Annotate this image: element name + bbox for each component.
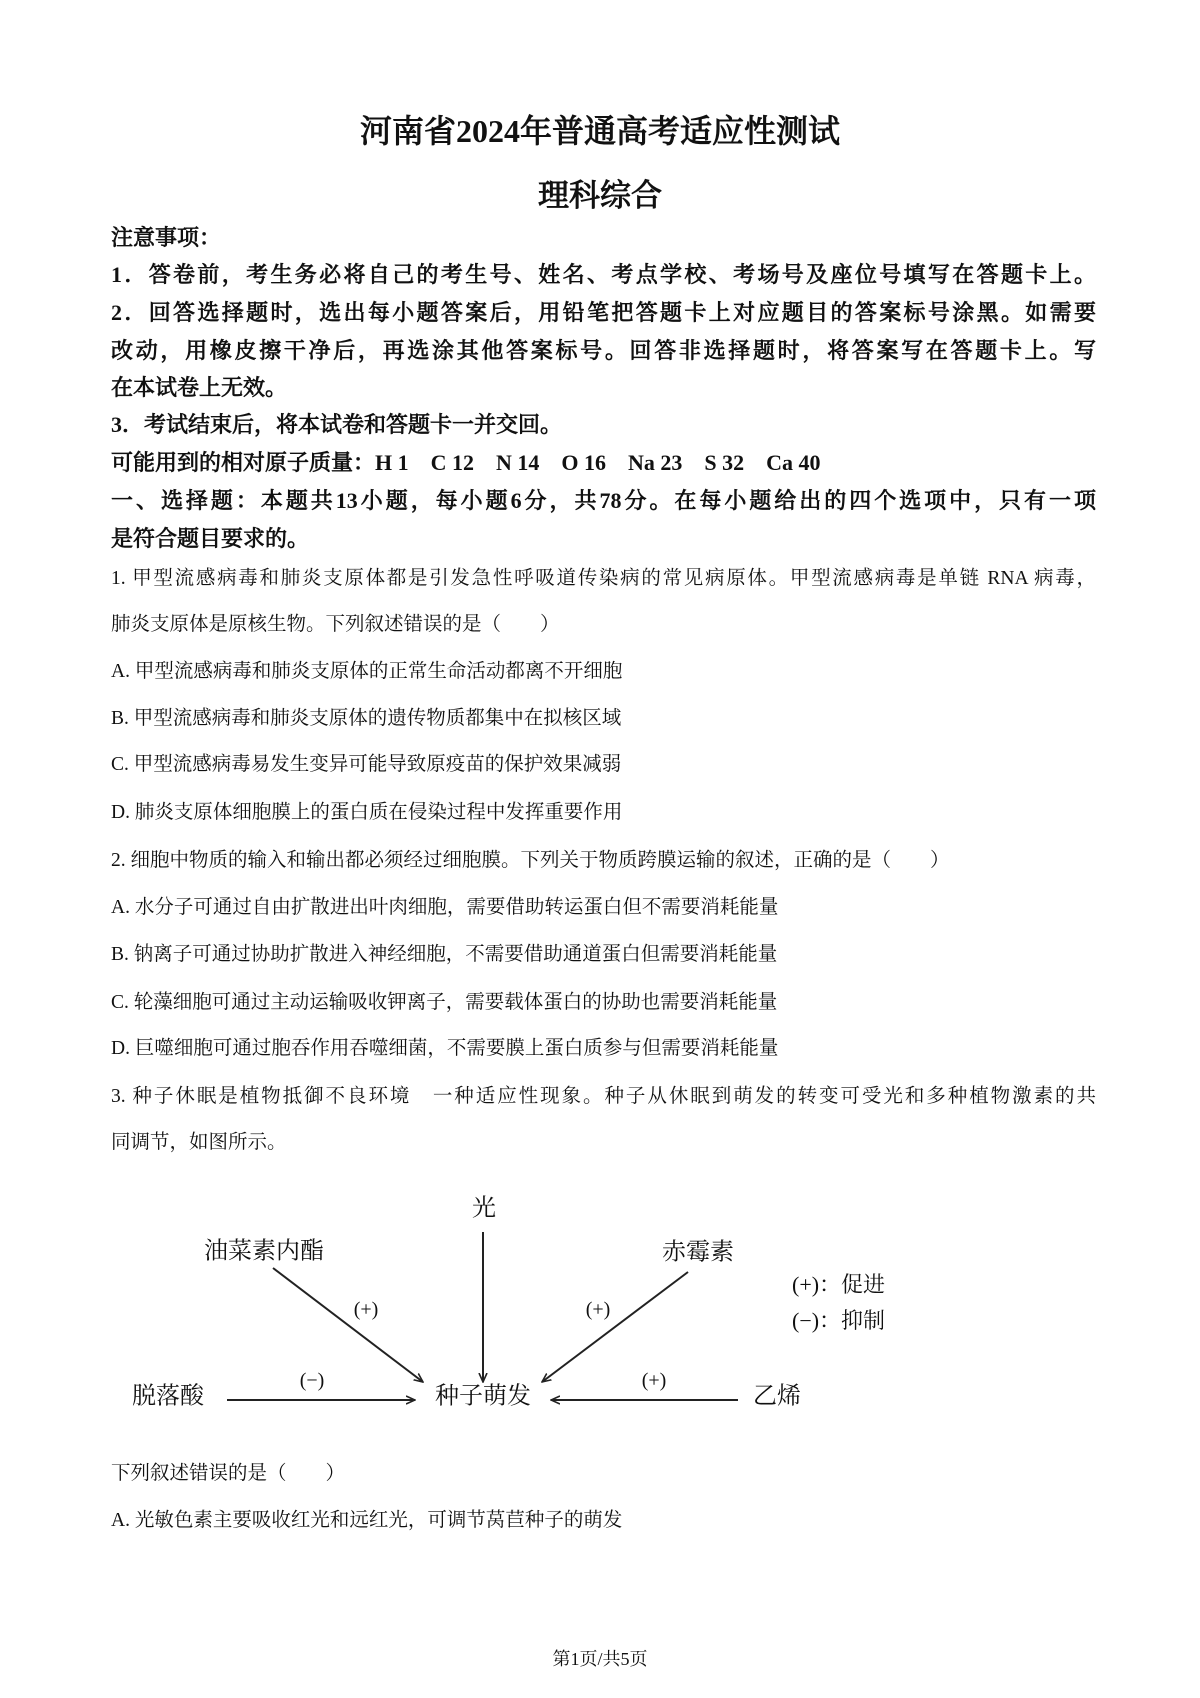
arrow-brassinolide — [273, 1268, 423, 1382]
page-subtitle: 理科综合 — [538, 178, 662, 213]
note-line: 改动，用橡皮擦干净后，再选涂其他答案标号。回答非选择题时，将答案写在答题卡上。写 — [111, 338, 1096, 363]
sign-gibberellin: (+) — [585, 1298, 611, 1321]
question-3-option-a: A. 光敏色素主要吸收红光和远红光，可调节莴苣种子的萌发 — [111, 1510, 623, 1531]
note-line: 在本试卷上无效。 — [111, 375, 288, 400]
page-footer: 第1页/共5页 — [552, 1649, 648, 1669]
target-label: 种子萌发 — [435, 1383, 531, 1410]
notes-heading: 注意事项： — [111, 225, 222, 250]
arrow-gibberellin — [542, 1272, 688, 1382]
abscisic-acid-label: 脱落酸 — [132, 1383, 204, 1410]
gibberellin-label: 赤霉素 — [662, 1239, 734, 1266]
question-3-followup: 下列叙述错误的是（ ） — [111, 1463, 346, 1484]
question-3-stem: 3. 种子休眠是植物抵御不良环境 一种适应性现象。种子从休眠到萌发的转变可受光和多种植物激素的共 — [111, 1086, 1096, 1107]
note-line: 3．考试结束后，将本试卷和答题卡一并交回。 — [111, 412, 563, 437]
ethylene-label: 乙烯 — [753, 1383, 801, 1410]
section-heading: 一、选择题：本题共13小题，每小题6分，共78分。在每小题给出的四个选项中，只有一项 — [111, 488, 1096, 513]
question-2-stem: 2. 细胞中物质的输入和输出都必须经过细胞膜。下列关于物质跨膜运输的叙述，正确的是（ ） — [111, 850, 950, 871]
atomic-masses: 可能用到的相对原子质量：H 1 C 12 N 14 O 16 Na 23 S 32 Ca 40 — [111, 450, 821, 475]
legend-promote: (+)：促进 — [792, 1272, 886, 1298]
legend-inhibit: (−)：抑制 — [792, 1308, 886, 1334]
question-2-option-c: C. 轮藻细胞可通过主动运输吸收钾离子，需要载体蛋白的协助也需要消耗能量 — [111, 992, 778, 1013]
sign-ethylene: (+) — [641, 1369, 667, 1392]
page-title: 河南省2024年普通高考适应性测试 — [359, 113, 840, 149]
question-1-stem: 肺炎支原体是原核生物。下列叙述错误的是（ ） — [111, 614, 560, 635]
question-3-stem: 同调节，如图所示。 — [111, 1132, 287, 1153]
note-line: 2．回答选择题时，选出每小题答案后，用铅笔把答题卡上对应题目的答案标号涂黑。如需要 — [111, 300, 1096, 325]
question-1-option-d: D. 肺炎支原体细胞膜上的蛋白质在侵染过程中发挥重要作用 — [111, 802, 623, 823]
question-1-option-c: C. 甲型流感病毒易发生变异可能导致原疫苗的保护效果减弱 — [111, 754, 622, 775]
note-line: 1．答卷前，考生务必将自己的考生号、姓名、考点学校、考场号及座位号填写在答题卡上。 — [111, 262, 1096, 287]
question-2-option-b: B. 钠离子可通过协助扩散进入神经细胞，不需要借助通道蛋白但需要消耗能量 — [111, 944, 778, 965]
question-1-option-a: A. 甲型流感病毒和肺炎支原体的正常生命活动都离不开细胞 — [111, 661, 623, 682]
section-heading: 是符合题目要求的。 — [111, 526, 310, 551]
light-label: 光 — [472, 1195, 496, 1222]
question-1-stem: 1. 甲型流感病毒和肺炎支原体都是引发急性呼吸道传染病的常见病原体。甲型流感病毒是单链 RNA 病毒， — [111, 568, 1096, 589]
sign-abscisic-acid: (−) — [299, 1369, 325, 1392]
question-2-option-a: A. 水分子可通过自由扩散进出叶肉细胞，需要借助转运蛋白但不需要消耗能量 — [111, 897, 779, 918]
sign-brassinolide: (+) — [353, 1298, 379, 1321]
brassinolide-label: 油菜素内酯 — [204, 1238, 324, 1265]
question-1-option-b: B. 甲型流感病毒和肺炎支原体的遗传物质都集中在拟核区域 — [111, 708, 622, 729]
question-2-option-d: D. 巨噬细胞可通过胞吞作用吞噬细菌，不需要膜上蛋白质参与但需要消耗能量 — [111, 1038, 779, 1059]
